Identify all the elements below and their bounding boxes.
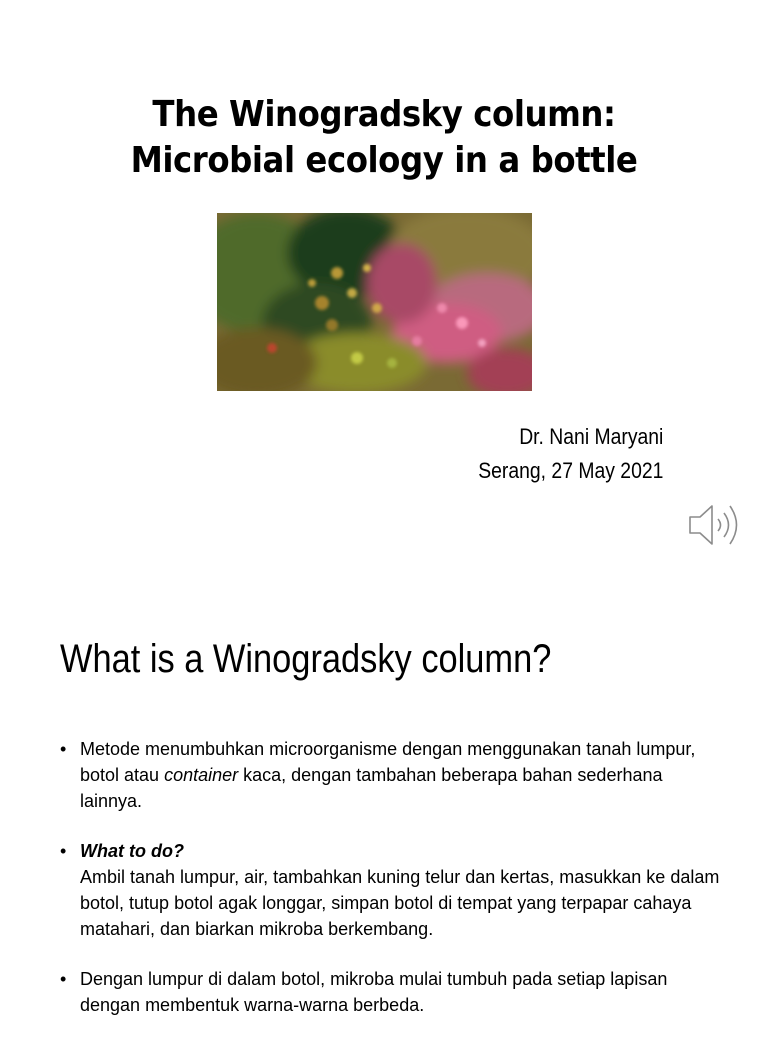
- bullet-list: [60, 736, 720, 1042]
- bullet-marker: •: [60, 969, 67, 989]
- bullet-item-1: [60, 736, 720, 814]
- bullet-text: Ambil tanah lumpur, air, tambahkan kuning telur dan kertas, masukkan ke dalam botol, tutup botol agak longgar, simpan botol di tempat yang terpapar cahaya matahari, dan biarkan mikroba berkembang.: [80, 867, 720, 939]
- what-to-do-label: What to do?: [80, 841, 184, 861]
- bullet-label: [80, 838, 720, 864]
- bullet-text-part: Metode menumbuhkan microorganisme dengan menggunakan tanah lumpur, botol atau: [80, 739, 696, 785]
- bullet-text-part: kaca, dengan tambahan beberapa bahan sederhana lainnya.: [80, 765, 663, 811]
- author-name: Dr. Nani Maryani: [518, 424, 663, 449]
- slide-heading: What is a Winogradsky column?: [60, 637, 552, 681]
- speaker-icon-graphic: [686, 500, 746, 550]
- bullet-marker: •: [60, 841, 67, 861]
- title-line-2: Microbial ecology in a bottle: [130, 140, 638, 181]
- bullet-item-2: [60, 838, 720, 942]
- title-line-1: The Winogradsky column:: [152, 94, 616, 135]
- emphasis-text: container: [164, 765, 239, 785]
- author-block: [478, 420, 663, 488]
- place-date: Serang, 27 May 2021: [477, 458, 663, 483]
- bullet-text: Dengan lumpur di dalam botol, mikroba mulai tumbuh pada setiap lapisan dengan membentuk warna-warna berbeda.: [80, 969, 668, 1015]
- bullet-text: [80, 736, 720, 814]
- photo-illustration: [217, 213, 532, 391]
- content-slide: [0, 590, 768, 1024]
- slide-title: [74, 92, 693, 184]
- microbial-column-photo: [217, 213, 532, 391]
- bullet-marker: •: [60, 739, 67, 759]
- bullet-item-3: [60, 966, 720, 1018]
- speaker-icon[interactable]: [686, 500, 746, 550]
